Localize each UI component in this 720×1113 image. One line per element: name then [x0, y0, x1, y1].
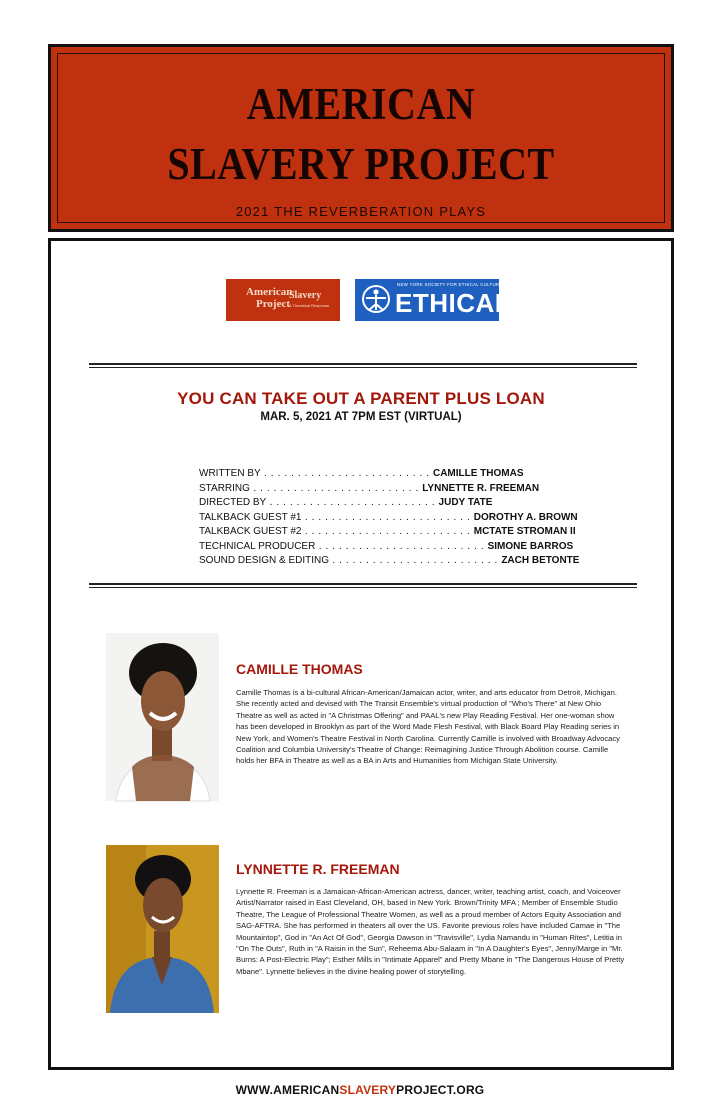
website-url[interactable] — [0, 1083, 720, 1097]
credit-dots: . . . . . . . . . . . . . . . . . . . . . . . . . — [301, 526, 474, 537]
credit-role: DIRECTED BY — [199, 497, 267, 508]
title-line-1: AMERICAN — [246, 77, 476, 130]
ethical-emblem-icon — [361, 284, 391, 314]
url-middle: SLAVERY — [339, 1083, 397, 1097]
credit-name: JUDY TATE — [438, 497, 493, 508]
ethical-culture-logo — [355, 279, 512, 321]
portrait-illustration — [106, 845, 219, 1013]
credit-role: TECHNICAL PRODUCER — [199, 540, 316, 552]
credit-name: MCTATE STROMAN II — [473, 526, 576, 537]
url-suffix: PROJECT.ORG — [396, 1083, 485, 1097]
credit-name: DOROTHY A. BROWN — [473, 511, 578, 523]
bio-text-camille-thomas: Camille Thomas is a bi-cultural African-American/Jamaican actor, writer, and arts educator from Detroit, Michigan. She recently acted and devised with The Transit Ensemble's virtual production of "Who's There" at New Ohio Theatre as well as acted in "A Christmas Offering" and PAAL's new Play Reading Festival. Her one-woman show has been developed in Brooklyn as part of the Word Made Flesh Festival, with Black Board Play Reading series in New York, and Women's Theatre Festival in North Carolina. Currently Camille is involved with Broadway Advocacy Coalition and Columbia University's Theatre of Change: Reimagining Justice Through Abolition course. Camille holds her BFA in Theatre as well as a BA in Arts and Humanities from Michigan State University. — [236, 688, 620, 766]
credit-name: LYNNETTE R. FREEMAN — [422, 482, 540, 494]
credits-list — [199, 467, 579, 569]
credit-role: STARRING — [199, 482, 250, 494]
headshot-camille-thomas — [106, 633, 219, 801]
bio-text-lynnette-freeman: Lynnette R. Freeman is a Jamaican-African-American actress, dancer, writer, teaching artist, coach, and Voiceover Artist/Narrator raised in East Cleveland, OH, based in New York. Brown/Trinity MFA ; Member of Ensemble Studio Theatre, The League of Professional Theatre Women, as well as a proud member of Actors Equity Association and SAG-AFTRA. She has performed in theaters all over the US. Favorite previous roles have included Camae in "The Mountaintop", God in "An Act Of God", Georgia Dawson in "Travisville", Lydia Namandu in "Human Rites", Letitia in "On The Outs", Ruth in "A Raisin in the Sun", Reheema Abu-Salaam in "In A Daughter's Eyes", Jenny/Marge in "Mr. Burns: A Post-Electric Play"; Esther Mills in "Intimate Apparel" and Pretty Mbane in "The Dangerous House of Pretty Mbane". Lynnette believes in the divine healing power of storytelling. — [236, 887, 625, 976]
credit-line — [199, 467, 579, 482]
ethical-logo-small-text: NEW YORK SOCIETY FOR ETHICAL CULTURE — [397, 282, 503, 287]
play-date: MAR. 5, 2021 AT 7PM EST (VIRTUAL) — [260, 411, 462, 423]
header-inner-border — [57, 53, 665, 223]
asp-logo-line3: Slavery — [289, 290, 322, 301]
credit-line — [199, 540, 579, 555]
headshot-lynnette-freeman — [106, 845, 219, 1013]
credit-role: TALKBACK GUEST #2 — [199, 526, 302, 537]
credit-dots: . . . . . . . . . . . . . . . . . . . . . . . . . — [301, 511, 474, 523]
credit-role: WRITTEN BY — [199, 468, 261, 479]
credit-line — [199, 496, 579, 511]
bio-name-camille-thomas: CAMILLE THOMAS — [236, 661, 363, 677]
credit-dots: . . . . . . . . . . . . . . . . . . . . . . . . . — [315, 540, 488, 552]
credit-line — [199, 554, 579, 569]
portrait-illustration — [106, 633, 219, 801]
credit-dots: . . . . . . . . . . . . . . . . . . . . . . . . . — [260, 468, 433, 479]
credit-dots: . . . . . . . . . . . . . . . . . . . . . . . . . — [249, 482, 423, 494]
credit-name: ZACH BETONTE — [501, 555, 580, 566]
credit-dots: . . . . . . . . . . . . . . . . . . . . . . . . . — [266, 497, 439, 508]
event-panel — [48, 238, 674, 1070]
ethical-logo-wordmark: ETHICAL — [395, 288, 512, 318]
divider-top — [89, 363, 637, 368]
header-banner — [48, 44, 674, 232]
credit-name: SIMONE BARROS — [487, 540, 574, 552]
play-title: YOU CAN TAKE OUT A PARENT PLUS LOAN — [177, 389, 545, 408]
url-prefix: WWW.AMERICAN — [235, 1083, 340, 1097]
divider-bottom — [89, 583, 637, 588]
credit-line — [199, 482, 579, 497]
credit-line — [199, 525, 579, 540]
bio-name-lynnette-freeman: LYNNETTE R. FREEMAN — [236, 861, 400, 877]
credit-role: TALKBACK GUEST #1 — [199, 511, 302, 523]
asp-logo-tagline: A Theatrical Response — [289, 303, 330, 308]
asp-logo-line2: Project — [256, 298, 290, 310]
credit-role: SOUND DESIGN & EDITING — [199, 555, 330, 566]
credit-line — [199, 511, 579, 526]
asp-logo-line1: American — [246, 286, 293, 298]
credit-dots: . . . . . . . . . . . . . . . . . . . . . . . . . — [329, 555, 502, 566]
header-subtitle: 2021 THE REVERBERATION PLAYS — [235, 204, 487, 219]
american-slavery-project-logo — [226, 279, 340, 321]
title-line-2: SLAVERY PROJECT — [167, 137, 555, 190]
credit-name: CAMILLE THOMAS — [432, 468, 524, 479]
